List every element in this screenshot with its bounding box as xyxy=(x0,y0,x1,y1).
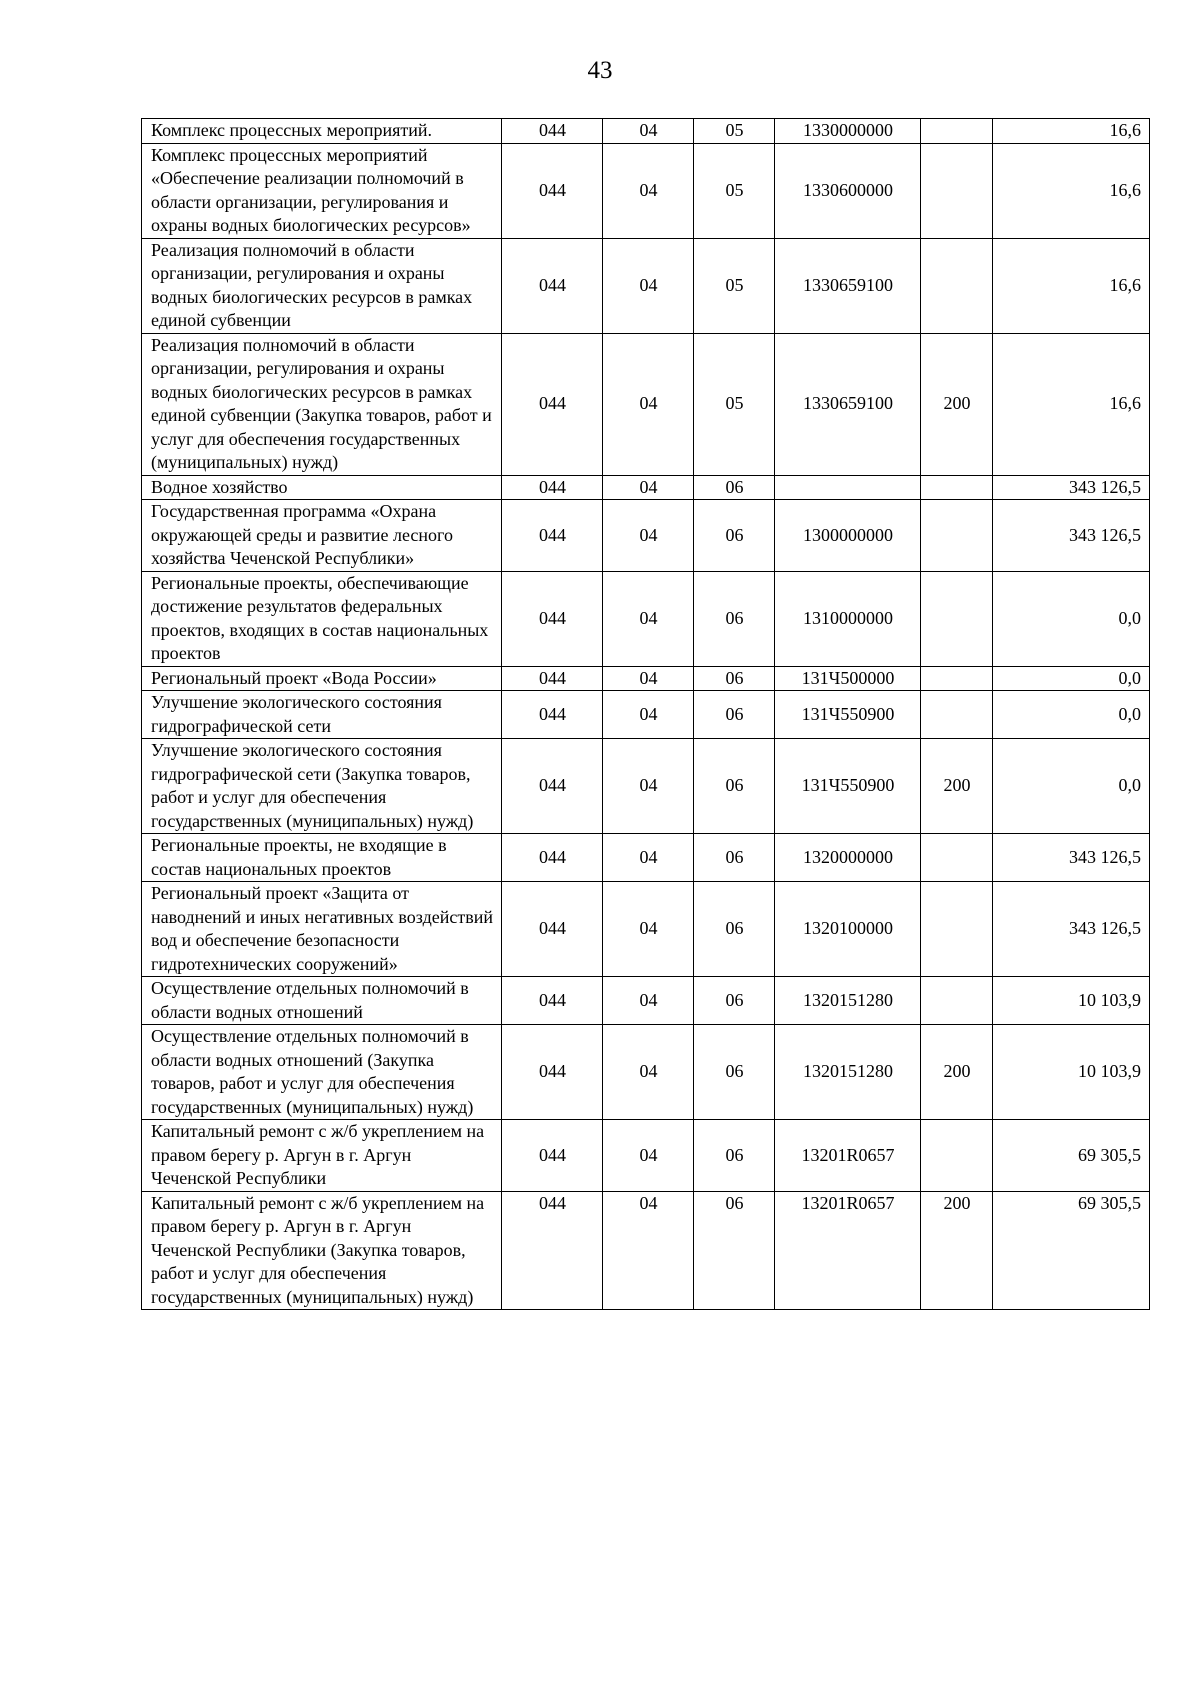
row-name: Капитальный ремонт с ж/б укреплением на правом берегу р. Аргун в г. Аргун Чеченской Республики xyxy=(142,1120,502,1192)
subsection-code: 06 xyxy=(694,1025,775,1120)
amount: 0,0 xyxy=(993,691,1150,739)
target-article-code: 13201R0657 xyxy=(775,1191,921,1310)
table-row xyxy=(142,666,1150,691)
row-name: Региональный проект «Защита от наводнений и иных негативных воздействий вод и обеспечение безопасности гидротехнических сооружений» xyxy=(142,882,502,977)
expense-type-code xyxy=(921,119,993,144)
subsection-code: 06 xyxy=(694,691,775,739)
section-code: 04 xyxy=(603,691,694,739)
expense-type-code: 200 xyxy=(921,333,993,475)
row-name: Комплекс процессных мероприятий «Обеспечение реализации полномочий в области организации, регулирования и охраны водных биологических ресурсов» xyxy=(142,143,502,238)
row-name: Реализация полномочий в области организации, регулирования и охраны водных биологических ресурсов в рамках единой субвенции (Закупка товаров, работ и услуг для обеспечения государственных (муниципальных) нужд) xyxy=(142,333,502,475)
amount: 16,6 xyxy=(993,143,1150,238)
amount: 343 126,5 xyxy=(993,834,1150,882)
row-name: Улучшение экологического состояния гидрографической сети (Закупка товаров, работ и услуг для обеспечения государственных (муниципальных) нужд) xyxy=(142,739,502,834)
amount: 0,0 xyxy=(993,666,1150,691)
section-code: 04 xyxy=(603,333,694,475)
table-row xyxy=(142,500,1150,572)
chapter-code: 044 xyxy=(502,475,603,500)
row-name: Осуществление отдельных полномочий в области водных отношений (Закупка товаров, работ и услуг для обеспечения государственных (муниципальных) нужд) xyxy=(142,1025,502,1120)
target-article-code: 1330659100 xyxy=(775,238,921,333)
section-code: 04 xyxy=(603,143,694,238)
table-row xyxy=(142,691,1150,739)
target-article-code: 1330659100 xyxy=(775,333,921,475)
table-row xyxy=(142,571,1150,666)
budget-table xyxy=(141,118,1150,1310)
expense-type-code xyxy=(921,977,993,1025)
row-name: Водное хозяйство xyxy=(142,475,502,500)
amount: 0,0 xyxy=(993,571,1150,666)
amount: 16,6 xyxy=(993,119,1150,144)
subsection-code: 06 xyxy=(694,834,775,882)
chapter-code: 044 xyxy=(502,666,603,691)
target-article-code: 1320151280 xyxy=(775,977,921,1025)
expense-type-code xyxy=(921,882,993,977)
chapter-code: 044 xyxy=(502,739,603,834)
table-row xyxy=(142,1191,1150,1310)
chapter-code: 044 xyxy=(502,1191,603,1310)
table-row xyxy=(142,143,1150,238)
target-article-code: 1310000000 xyxy=(775,571,921,666)
row-name: Улучшение экологического состояния гидрографической сети xyxy=(142,691,502,739)
section-code: 04 xyxy=(603,977,694,1025)
expense-type-code xyxy=(921,500,993,572)
chapter-code: 044 xyxy=(502,500,603,572)
expense-type-code xyxy=(921,834,993,882)
section-code: 04 xyxy=(603,119,694,144)
subsection-code: 06 xyxy=(694,1120,775,1192)
chapter-code: 044 xyxy=(502,571,603,666)
subsection-code: 06 xyxy=(694,1191,775,1310)
target-article-code: 1320151280 xyxy=(775,1025,921,1120)
subsection-code: 06 xyxy=(694,977,775,1025)
row-name: Региональные проекты, обеспечивающие достижение результатов федеральных проектов, входящих в состав национальных проектов xyxy=(142,571,502,666)
section-code: 04 xyxy=(603,882,694,977)
target-article-code: 1320000000 xyxy=(775,834,921,882)
chapter-code: 044 xyxy=(502,119,603,144)
table-row xyxy=(142,475,1150,500)
row-name: Реализация полномочий в области организации, регулирования и охраны водных биологических ресурсов в рамках единой субвенции xyxy=(142,238,502,333)
row-name: Государственная программа «Охрана окружающей среды и развитие лесного хозяйства Чеченской Республики» xyxy=(142,500,502,572)
subsection-code: 06 xyxy=(694,475,775,500)
table-row xyxy=(142,834,1150,882)
subsection-code: 06 xyxy=(694,571,775,666)
chapter-code: 044 xyxy=(502,977,603,1025)
expense-type-code: 200 xyxy=(921,1025,993,1120)
target-article-code: 1330000000 xyxy=(775,119,921,144)
section-code: 04 xyxy=(603,739,694,834)
target-article-code: 1320100000 xyxy=(775,882,921,977)
amount: 69 305,5 xyxy=(993,1120,1150,1192)
chapter-code: 044 xyxy=(502,691,603,739)
budget-table-body xyxy=(142,119,1150,1310)
table-row xyxy=(142,739,1150,834)
chapter-code: 044 xyxy=(502,143,603,238)
amount: 10 103,9 xyxy=(993,977,1150,1025)
subsection-code: 06 xyxy=(694,666,775,691)
target-article-code: 1330600000 xyxy=(775,143,921,238)
row-name: Осуществление отдельных полномочий в области водных отношений xyxy=(142,977,502,1025)
chapter-code: 044 xyxy=(502,1025,603,1120)
expense-type-code xyxy=(921,143,993,238)
section-code: 04 xyxy=(603,1191,694,1310)
section-code: 04 xyxy=(603,500,694,572)
table-row xyxy=(142,238,1150,333)
target-article-code: 131Ч550900 xyxy=(775,739,921,834)
chapter-code: 044 xyxy=(502,882,603,977)
expense-type-code xyxy=(921,238,993,333)
section-code: 04 xyxy=(603,571,694,666)
subsection-code: 05 xyxy=(694,333,775,475)
subsection-code: 05 xyxy=(694,238,775,333)
amount: 10 103,9 xyxy=(993,1025,1150,1120)
subsection-code: 05 xyxy=(694,143,775,238)
amount: 343 126,5 xyxy=(993,500,1150,572)
section-code: 04 xyxy=(603,666,694,691)
subsection-code: 05 xyxy=(694,119,775,144)
amount: 69 305,5 xyxy=(993,1191,1150,1310)
page-number: 43 xyxy=(587,57,613,84)
target-article-code: 131Ч500000 xyxy=(775,666,921,691)
expense-type-code xyxy=(921,666,993,691)
expense-type-code xyxy=(921,1120,993,1192)
table-row xyxy=(142,977,1150,1025)
table-row xyxy=(142,1025,1150,1120)
section-code: 04 xyxy=(603,238,694,333)
row-name: Региональные проекты, не входящие в состав национальных проектов xyxy=(142,834,502,882)
section-code: 04 xyxy=(603,1025,694,1120)
chapter-code: 044 xyxy=(502,834,603,882)
amount: 0,0 xyxy=(993,739,1150,834)
expense-type-code: 200 xyxy=(921,739,993,834)
subsection-code: 06 xyxy=(694,500,775,572)
table-row xyxy=(142,1120,1150,1192)
section-code: 04 xyxy=(603,475,694,500)
section-code: 04 xyxy=(603,1120,694,1192)
amount: 16,6 xyxy=(993,238,1150,333)
target-article-code xyxy=(775,475,921,500)
target-article-code: 13201R0657 xyxy=(775,1120,921,1192)
target-article-code: 1300000000 xyxy=(775,500,921,572)
expense-type-code xyxy=(921,691,993,739)
amount: 343 126,5 xyxy=(993,475,1150,500)
row-name: Комплекс процессных мероприятий. xyxy=(142,119,502,144)
expense-type-code: 200 xyxy=(921,1191,993,1310)
subsection-code: 06 xyxy=(694,739,775,834)
row-name: Региональный проект «Вода России» xyxy=(142,666,502,691)
chapter-code: 044 xyxy=(502,333,603,475)
amount: 343 126,5 xyxy=(993,882,1150,977)
table-row xyxy=(142,333,1150,475)
expense-type-code xyxy=(921,475,993,500)
expense-type-code xyxy=(921,571,993,666)
target-article-code: 131Ч550900 xyxy=(775,691,921,739)
row-name: Капитальный ремонт с ж/б укреплением на правом берегу р. Аргун в г. Аргун Чеченской Республики (Закупка товаров, работ и услуг для обеспечения государственных (муниципальных) нужд) xyxy=(142,1191,502,1310)
chapter-code: 044 xyxy=(502,238,603,333)
chapter-code: 044 xyxy=(502,1120,603,1192)
section-code: 04 xyxy=(603,834,694,882)
subsection-code: 06 xyxy=(694,882,775,977)
table-row xyxy=(142,119,1150,144)
amount: 16,6 xyxy=(993,333,1150,475)
table-row xyxy=(142,882,1150,977)
